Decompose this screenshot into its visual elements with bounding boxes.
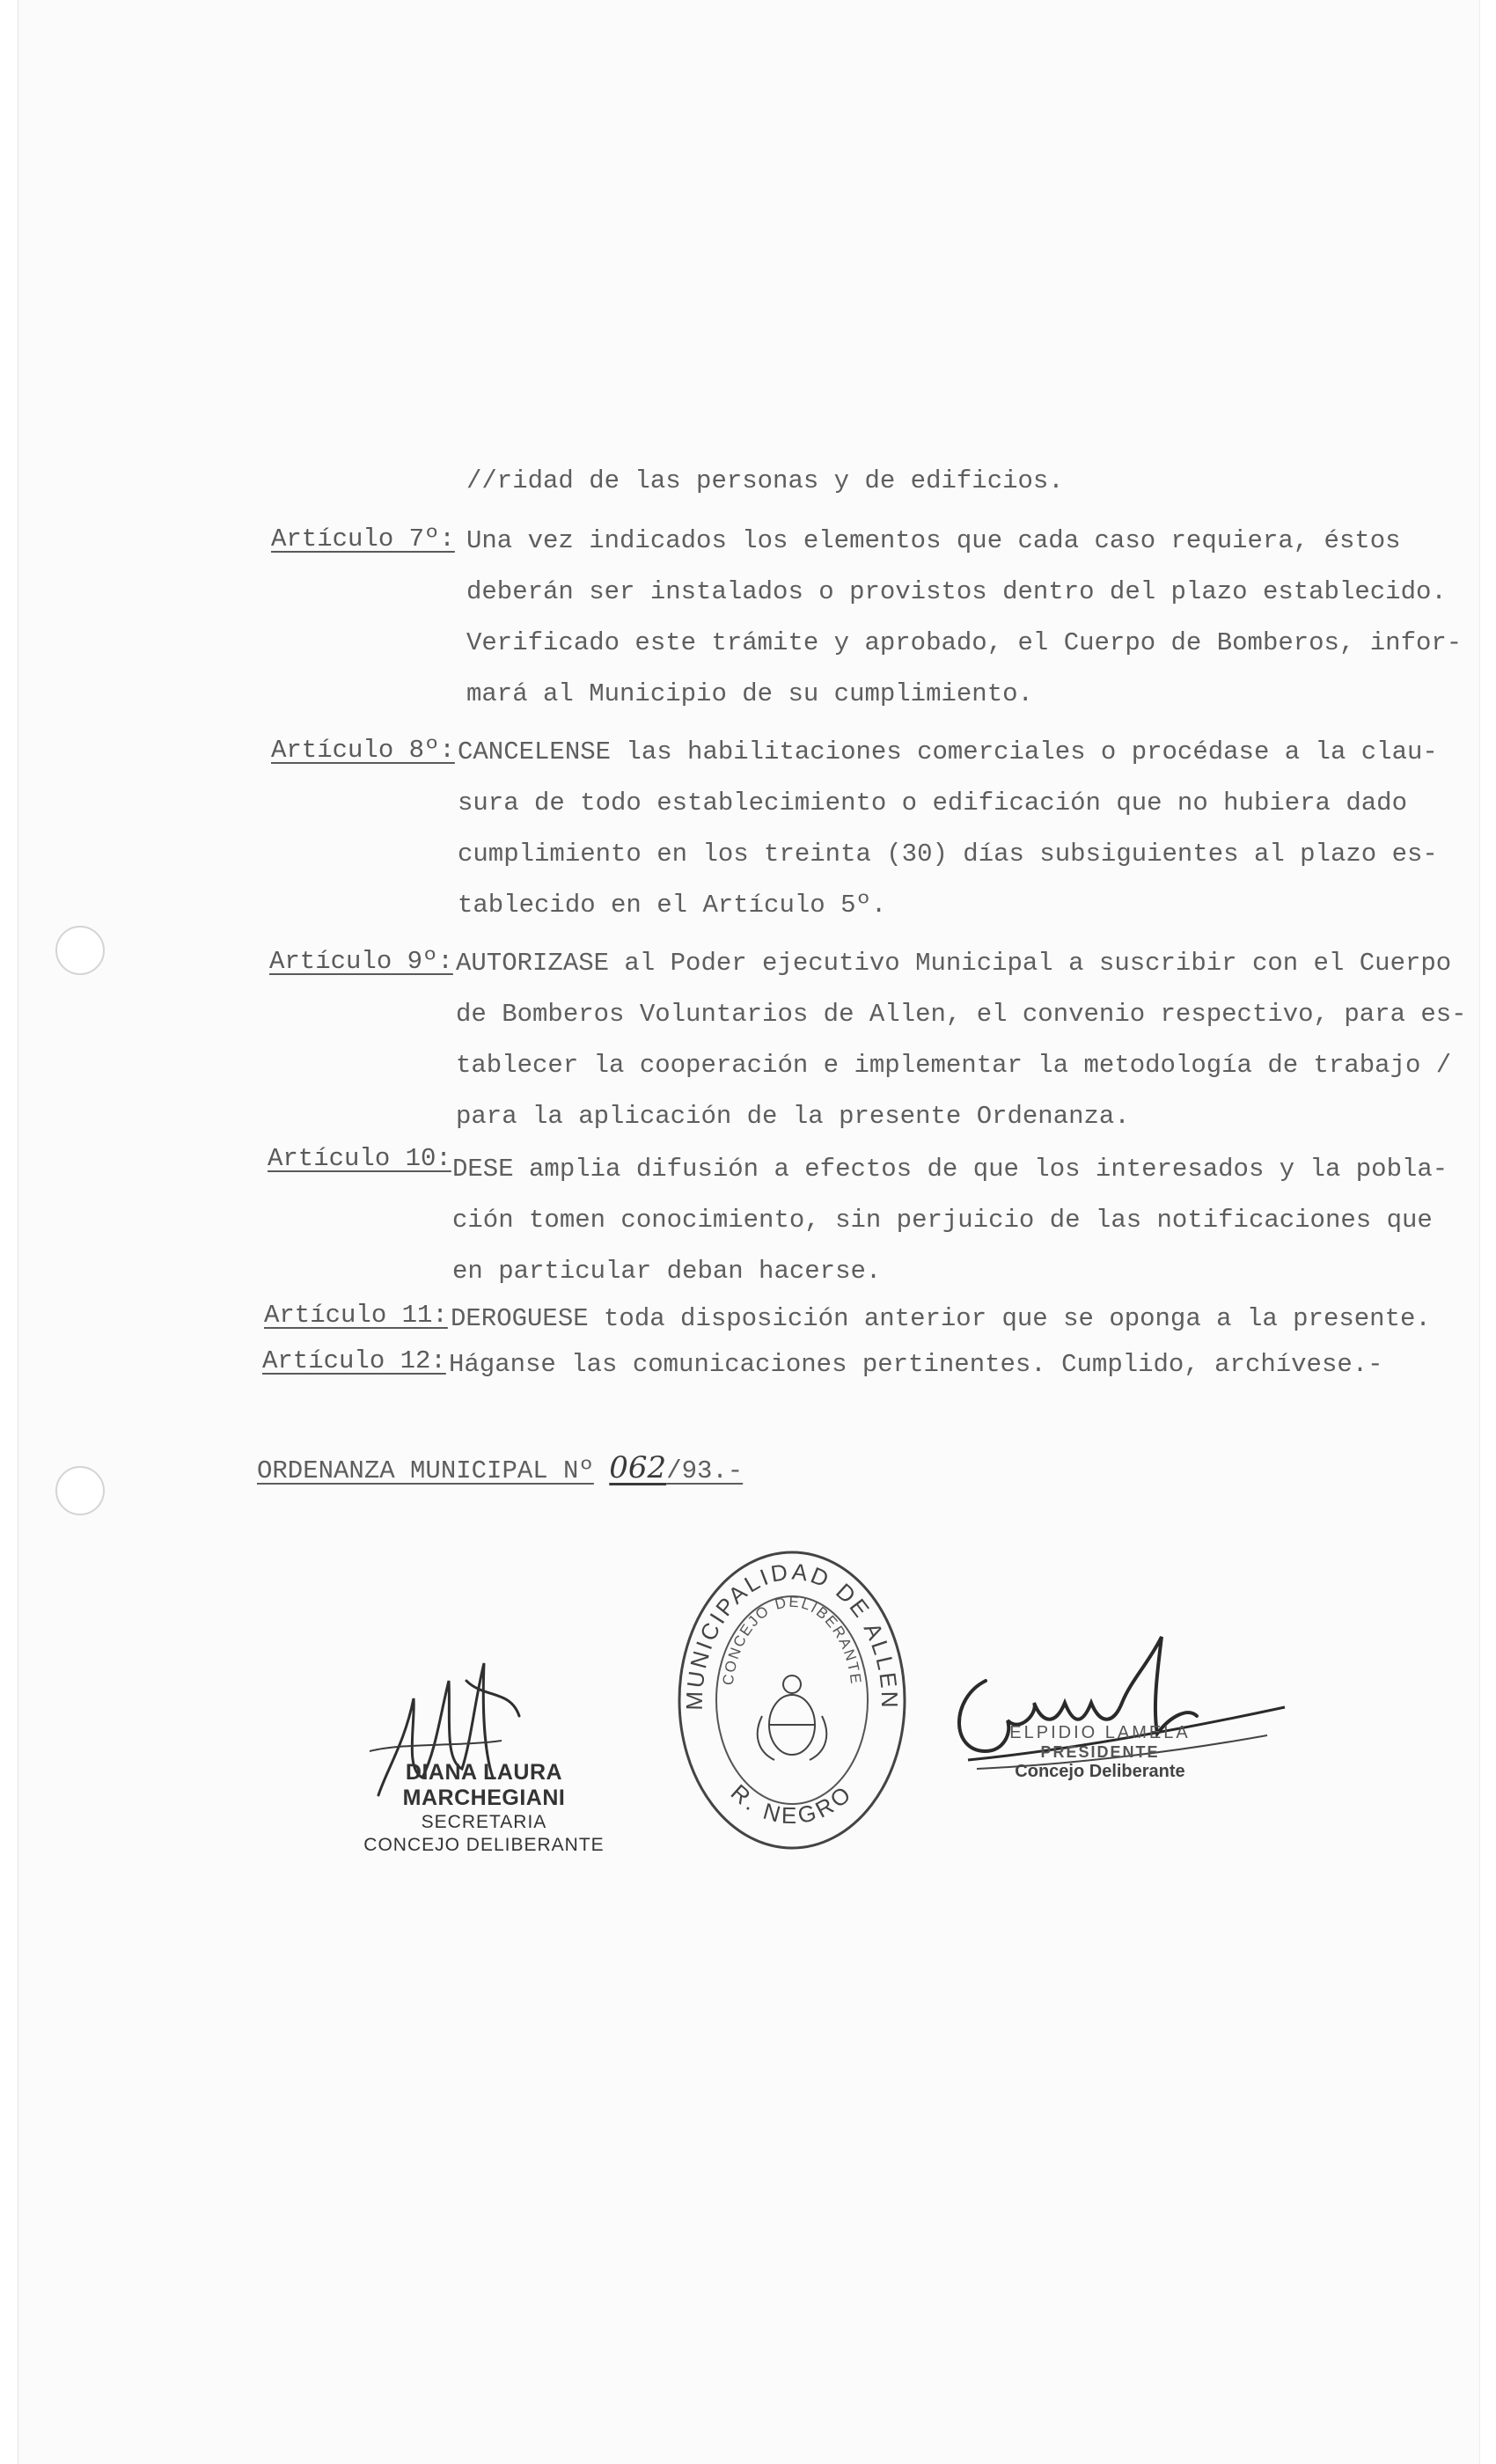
- article-line: Verificado este trámite y aprobado, el Cuerpo de Bomberos, infor-: [466, 628, 1463, 657]
- punch-hole: [55, 1466, 105, 1515]
- article-12-body: [449, 1339, 1383, 1390]
- signature-right: [977, 1723, 1223, 1782]
- article-line: de Bomberos Voluntarios de Allen, el convenio respectivo, para es-: [456, 1000, 1467, 1029]
- article-label: Artículo 9º:: [269, 947, 453, 976]
- signature-left: [326, 1760, 642, 1857]
- svg-text:CONCEJO DELIBERANTE: CONCEJO DELIBERANTE: [719, 1593, 865, 1687]
- ordinance-prefix: ORDENANZA MUNICIPAL Nº: [257, 1456, 594, 1485]
- article-line: mará al Municipio de su cumplimiento.: [466, 679, 1033, 708]
- signer-name: ELPIDIO LAMELA: [1009, 1723, 1191, 1742]
- article-line: para la aplicación de la presente Ordenanza.: [456, 1102, 1130, 1131]
- signer-body: Concejo Deliberante: [1015, 1762, 1185, 1781]
- article-line: Háganse las comunicaciones pertinentes. Cumplido, archívese.-: [449, 1350, 1383, 1379]
- article-10-body: [452, 1144, 1448, 1297]
- signer-name: DIANA LAURA MARCHEGIANI: [402, 1760, 566, 1810]
- municipal-seal: [669, 1540, 915, 1857]
- article-line: ción tomen conocimiento, sin perjuicio de las notificaciones que: [452, 1206, 1433, 1235]
- article-line: AUTORIZASE al Poder ejecutivo Municipal a suscribir con el Cuerpo: [456, 949, 1452, 978]
- article-line: tablecer la cooperación e implementar la metodología de trabajo /: [456, 1051, 1452, 1080]
- continuation-line: //ridad de las personas y de edificios.: [466, 466, 1064, 495]
- signer-body: CONCEJO DELIBERANTE: [363, 1835, 605, 1855]
- article-7-body: [466, 516, 1462, 720]
- svg-text:R. NEGRO: R. NEGRO: [725, 1778, 859, 1830]
- article-11-body: [451, 1294, 1431, 1345]
- article-label: Artículo 10:: [268, 1144, 451, 1173]
- punch-hole: [55, 926, 105, 975]
- signer-role: PRESIDENTE: [1040, 1743, 1160, 1761]
- ordinance-year: /93.-: [666, 1456, 744, 1485]
- ordinance-handwritten-number: 062: [609, 1450, 667, 1485]
- ordinance-number: [257, 1450, 743, 1485]
- article-line: en particular deban hacerse.: [452, 1257, 882, 1286]
- article-label: Artículo 11:: [264, 1301, 448, 1330]
- article-line: Una vez indicados los elementos que cada caso requiera, éstos: [466, 526, 1401, 555]
- article-line: CANCELENSE las habilitaciones comerciales o procédase a la clau-: [458, 737, 1438, 766]
- article-9-body: [456, 938, 1467, 1142]
- article-8-body: [458, 727, 1438, 931]
- svg-text:MUNICIPALIDAD DE ALLEN: MUNICIPALIDAD DE ALLEN: [680, 1558, 904, 1711]
- article-line: DESE amplia difusión a efectos de que los interesados y la pobla-: [452, 1155, 1448, 1184]
- article-line: sura de todo establecimiento o edificación que no hubiera dado: [458, 788, 1407, 818]
- article-label: Artículo 8º:: [271, 736, 455, 765]
- signer-role: SECRETARIA: [421, 1812, 547, 1832]
- article-line: tablecido en el Artículo 5º.: [458, 891, 887, 920]
- article-line: DEROGUESE toda disposición anterior que se oponga a la presente.: [451, 1304, 1431, 1333]
- article-line: cumplimiento en los treinta (30) días subsiguientes al plazo es-: [458, 840, 1438, 869]
- article-line: deberán ser instalados o provistos dentro del plazo establecido.: [466, 577, 1447, 606]
- article-label: Artículo 12:: [262, 1346, 446, 1375]
- coat-of-arms-icon: [758, 1676, 827, 1760]
- article-label: Artículo 7º:: [271, 524, 455, 554]
